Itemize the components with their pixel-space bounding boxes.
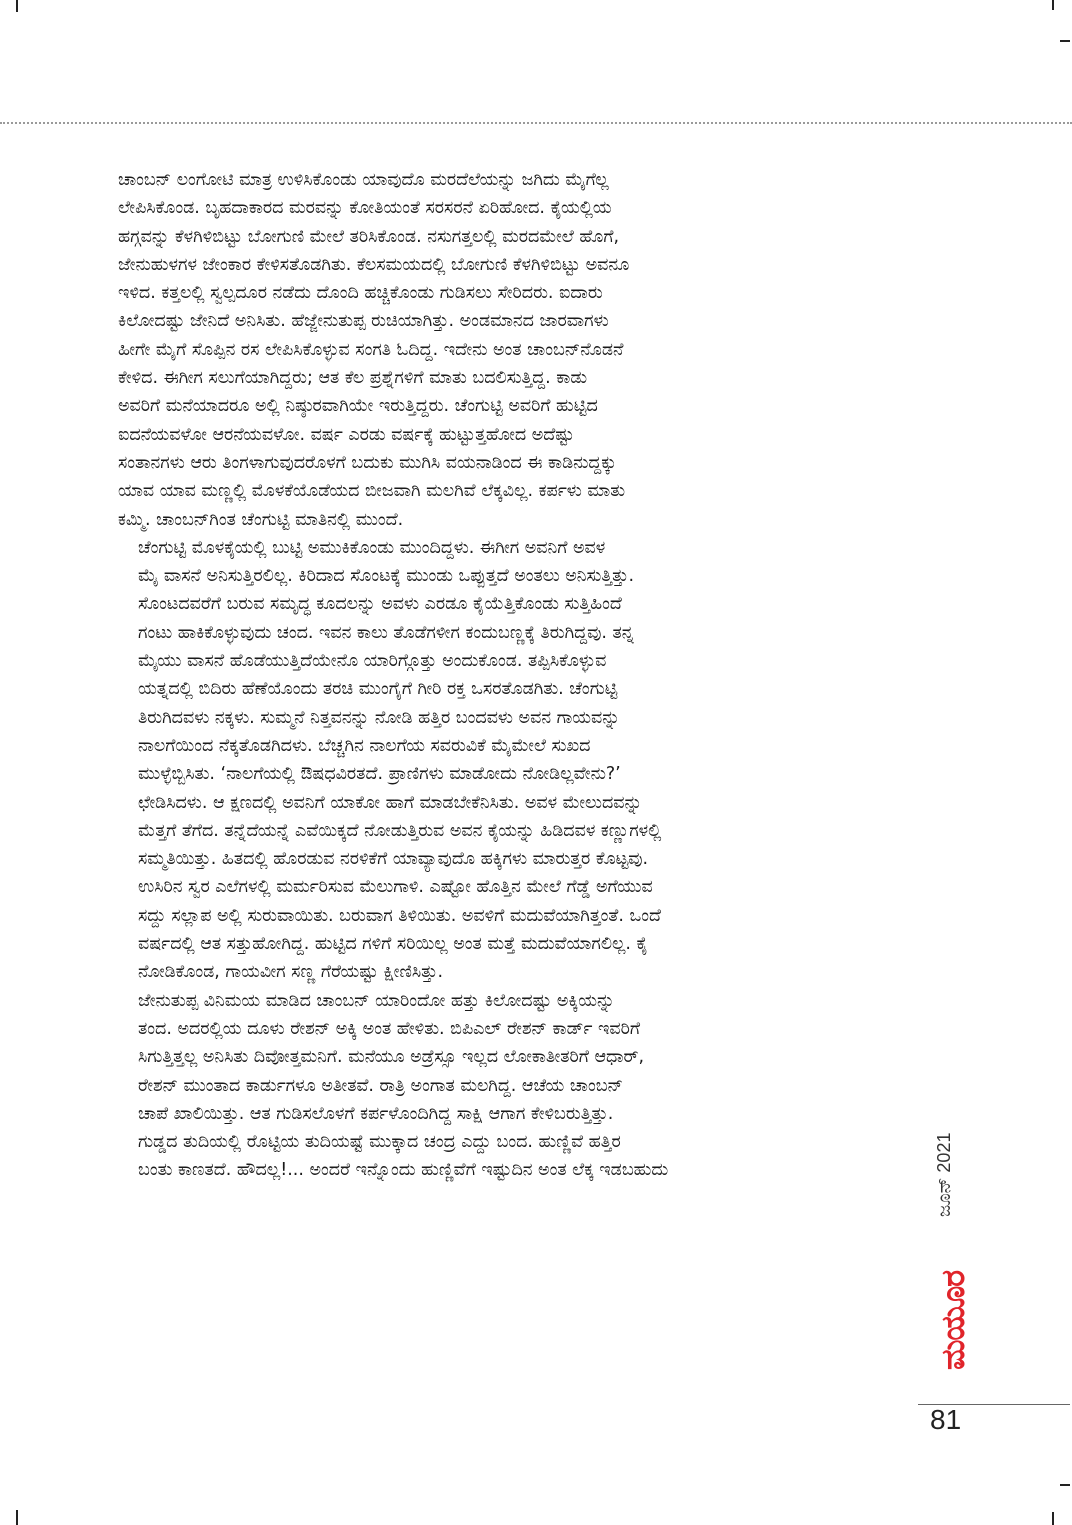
text-line: ಕಿಲೋದಷ್ಟು ಜೇನಿದೆ ಅನಿಸಿತು. ಹೆಜ್ಜೇನುತುಪ್ಪ ರುಚಿಯಾಗಿತ್ತು. ಅಂಡಮಾನದ ಜಾರವಾಗಳು xyxy=(118,311,609,332)
text-line: ಚಾಂಬನ್ ಲಂಗೋಟಿ ಮಾತ್ರ ಉಳಿಸಿಕೊಂಡು ಯಾವುದೊ ಮರದೆಲೆಯನ್ನು ಜಗಿದು ಮೈಗೆಲ್ಲ xyxy=(118,170,609,190)
paragraph-2 xyxy=(118,534,900,987)
text-line: ಲೇಪಿಸಿಕೊಂಡ. ಬೃಹದಾಕಾರದ ಮರವನ್ನು ಕೋತಿಯಂತೆ ಸರಸರನೆ ಏರಿಹೋದ. ಕೈಯಲ್ಲಿಯ xyxy=(118,198,612,219)
crop-mark-right-bottom xyxy=(1060,1484,1070,1486)
text-line: ಸೊಂಟದವರೆಗೆ ಬರುವ ಸಮೃದ್ಧ ಕೂದಲನ್ನು ಅವಳು ಎರಡೂ ಕೈಯೆತ್ತಿಕೊಂಡು ಸುತ್ತಿಹಿಂದೆ xyxy=(138,594,622,615)
text-line: ತಂದ. ಅದರಲ್ಲಿಯ ದೂಳು ರೇಶನ್ ಅಕ್ಕಿ ಅಂತ ಹೇಳಿತು. ಬಿಪಿಎಲ್ ರೇಶನ್ ಕಾರ್ಡ್ ಇವರಿಗೆ xyxy=(138,1018,641,1039)
text-line: ತಿರುಗಿದವಳು ನಕ್ಕಳು. ಸುಮ್ಮನೆ ನಿತ್ತವನನ್ನು ನೋಡಿ ಹತ್ತಿರ ಬಂದವಳು ಅವನ ಗಾಯವನ್ನು xyxy=(138,707,620,728)
text-line: ಗಂಟು ಹಾಕಿಕೊಳ್ಳುವುದು ಚಂದ. ಇವನ ಕಾಲು ತೊಡೆಗಳೀಗ ಕಂದುಬಣ್ಣಕ್ಕೆ ತಿರುಗಿದ್ದವು. ತನ್ನ xyxy=(138,622,634,643)
text-line: ಯತ್ನದಲ್ಲಿ ಬಿದಿರು ಹೆಣೆಯೊಂದು ತರಚಿ ಮುಂಗೈಗೆ ಗೀರಿ ರಕ್ತ ಒಸರತೊಡಗಿತು. ಚೆಂಗುಟ್ಟಿ xyxy=(138,679,618,700)
text-line: ಹೀಗೇ ಮೈಗೆ ಸೊಪ್ಪಿನ ರಸ ಲೇಪಿಸಿಕೊಳ್ಳುವ ಸಂಗತಿ ಓದಿದ್ದ. ಇದೇನು ಅಂತ ಚಾಂಬನ್‌ನೊಡನೆ xyxy=(118,339,624,360)
article-body xyxy=(118,166,900,1185)
text-line: ಸಿಗುತ್ತಿತ್ತಲ್ಲ ಅನಿಸಿತು ದಿವೋತ್ತಮನಿಗೆ. ಮನೆಯೂ ಅಡ್ರೆಸ್ಸೂ ಇಲ್ಲದ ಲೋಕಾತೀತರಿಗೆ ಆಧಾರ್, xyxy=(138,1047,645,1068)
text-line: ಚಾಪೆ ಖಾಲಿಯಿತ್ತು. ಆತ ಗುಡಿಸಲೊಳಗೆ ಕರ್ಪಳೊಂದಿಗಿದ್ದ ಸಾಕ್ಷಿ ಆಗಾಗ ಕೇಳಿಬರುತ್ತಿತ್ತು. xyxy=(138,1103,614,1124)
text-line: ರೇಶನ್ ಮುಂತಾದ ಕಾರ್ಡುಗಳೂ ಅತೀತವೆ. ರಾತ್ರಿ ಅಂಗಾತ ಮಲಗಿದ್ದ. ಆಚೆಯ ಚಾಂಬನ್ xyxy=(138,1075,623,1096)
text-line: ಅವರಿಗೆ ಮನೆಯಾದರೂ ಅಲ್ಲಿ ನಿಷ್ಠುರವಾಗಿಯೇ ಇರುತ್ತಿದ್ದರು. ಚೆಂಗುಟ್ಟಿ ಅವರಿಗೆ ಹುಟ್ಟಿದ xyxy=(118,396,598,417)
crop-mark-top-left xyxy=(16,0,18,12)
text-line: ಜೇನುಹುಳಗಳ ಜೇಂಕಾರ ಕೇಳಿಸತೊಡಗಿತು. ಕೆಲಸಮಯದಲ್ಲಿ ಬೋಗುಣಿ ಕೆಳಗಿಳಿಬಿಟ್ಟು ಅವನೂ xyxy=(118,254,630,275)
text-line: ಚೆಂಗುಟ್ಟಿ ಮೊಳಕೈಯಲ್ಲಿ ಬುಟ್ಟಿ ಅಮುಕಿಕೊಂಡು ಮುಂದಿದ್ದಳು. ಈಗೀಗ ಅವನಿಗೆ ಅವಳ xyxy=(138,537,606,558)
text-line: ಇಳಿದ. ಕತ್ತಲಲ್ಲಿ ಸ್ವಲ್ಪದೂರ ನಡೆದು ದೊಂದಿ ಹಚ್ಚಿಕೊಂಡು ಗುಡಿಸಲು ಸೇರಿದರು. ಐದಾರು xyxy=(118,283,603,304)
text-line: ವರ್ಷದಲ್ಲಿ ಆತ ಸತ್ತುಹೋಗಿದ್ದ. ಹುಟ್ಟಿದ ಗಳಿಗೆ ಸರಿಯಿಲ್ಲ ಅಂತ ಮತ್ತೆ ಮದುವೆಯಾಗಲಿಲ್ಲ. ಕೈ xyxy=(138,934,649,955)
text-line: ಗುಡ್ಡದ ತುದಿಯಲ್ಲಿ ರೊಟ್ಟಿಯ ತುದಿಯಷ್ಟೆ ಮುಕ್ಕಾದ ಚಂದ್ರ ಎದ್ದು ಬಂದ. ಹುಣ್ಣಿವೆ ಹತ್ತಿರ xyxy=(138,1132,621,1153)
side-strip xyxy=(934,1120,970,1406)
paragraph-1 xyxy=(118,166,900,534)
text-line: ನೋಡಿಕೊಂಡ, ಗಾಯವೀಗ ಸಣ್ಣ ಗೆರೆಯಷ್ಟು ಕ್ಷೀಣಿಸಿತ್ತು. xyxy=(138,962,444,983)
paragraph-3 xyxy=(118,987,900,1185)
text-line: ಉಸಿರಿನ ಸ್ವರ ಎಲೆಗಳಲ್ಲಿ ಮರ್ಮರಿಸುವ ಮೆಲುಗಾಳಿ. ಎಷ್ಟೋ ಹೊತ್ತಿನ ಮೇಲೆ ಗೆಡ್ಡೆ ಅಗೆಯುವ xyxy=(138,877,653,898)
text-line: ಹಗ್ಗವನ್ನು ಕೆಳಗಿಳಿಬಿಟ್ಟು ಬೋಗುಣಿ ಮೇಲೆ ತರಿಸಿಕೊಂಡ. ನಸುಗತ್ತಲಲ್ಲಿ ಮರದಮೇಲೆ ಹೊಗೆ, xyxy=(118,226,620,247)
text-line: ಕೇಳಿದ. ಈಗೀಗ ಸಲುಗೆಯಾಗಿದ್ದರು; ಆತ ಕೆಲ ಪ್ರಶ್ನೆಗಳಿಗೆ ಮಾತು ಬದಲಿಸುತ್ತಿದ್ದ. ಕಾಡು xyxy=(118,368,588,389)
text-line: ಐದನೆಯವಳೋ ಆರನೆಯವಳೋ. ವರ್ಷ ಎರಡು ವರ್ಷಕ್ಕೆ ಹುಟ್ಟುತ್ತಹೋದ ಅದೆಷ್ಟು xyxy=(118,424,575,445)
text-line: ಮೆತ್ತಗೆ ತೆಗೆದ. ತನ್ನೆದೆಯನ್ನೆ ಎವೆಯಿಕ್ಕದೆ ನೋಡುತ್ತಿರುವ ಅವನ ಕೈಯನ್ನು ಹಿಡಿದವಳ ಕಣ್ಣುಗಳಲ್ಲಿ xyxy=(138,820,662,841)
text-line: ಮುಳ್ಳೆಬ್ಬಿಸಿತು. ‘ನಾಲಗೆಯಲ್ಲಿ ಔಷಧವಿರತದೆ. ಪ್ರಾಣಿಗಳು ಮಾಡೋದು ನೋಡಿಲ್ಲವೇನು?’ xyxy=(138,764,621,785)
text-line: ನಾಲಗೆಯಿಂದ ನೆಕ್ಕತೊಡಗಿದಳು. ಬೆಚ್ಚಗಿನ ನಾಲಗೆಯ ಸವರುವಿಕೆ ಮೈಮೇಲೆ ಸುಖದ xyxy=(138,735,591,756)
text-line: ಛೇಡಿಸಿದಳು. ಆ ಕ್ಷಣದಲ್ಲಿ ಅವನಿಗೆ ಯಾಕೋ ಹಾಗೆ ಮಾಡಬೇಕೆನಿಸಿತು. ಅವಳ ಮೇಲುದವನ್ನು xyxy=(138,792,643,813)
text-line: ಮೈಯು ವಾಸನೆ ಹೊಡೆಯುತ್ತಿದೆಯೇನೊ ಯಾರಿಗ್ಗೊತ್ತು ಅಂದುಕೊಂಡ. ತಪ್ಪಿಸಿಕೊಳ್ಳುವ xyxy=(138,651,607,672)
text-line: ಜೇನುತುಪ್ಪ ವಿನಿಮಯ ಮಾಡಿದ ಚಾಂಬನ್ ಯಾರಿಂದೋ ಹತ್ತು ಕಿಲೋದಷ್ಟು ಅಕ್ಕಿಯನ್ನು xyxy=(138,990,615,1011)
crop-mark-right-top xyxy=(1060,40,1070,42)
text-line: ಬಂತು ಕಾಣತದೆ. ಹೌದಲ್ಲ!... ಅಂದರೆ ಇನ್ನೊಂದು ಹುಣ್ಣಿವೆಗೆ ಇಷ್ಟುದಿನ ಅಂತ ಲೆಕ್ಕ ಇಡಬಹುದು xyxy=(138,1160,669,1181)
crop-mark-bottom-right xyxy=(1052,1512,1054,1525)
text-line: ಸದ್ದು ಸಲ್ಲಾಪ ಅಲ್ಲಿ ಸುರುವಾಯಿತು. ಬರುವಾಗ ತಿಳಿಯಿತು. ಅವಳಿಗೆ ಮದುವೆಯಾಗಿತ್ತಂತೆ. ಒಂದೆ xyxy=(138,905,661,926)
text-line: ಸಂತಾನಗಳು ಆರು ತಿಂಗಳಾಗುವುದರೊಳಗೆ ಬದುಕು ಮುಗಿಸಿ ವಯನಾಡಿಂದ ಈ ಕಾಡಿನುದ್ದಕ್ಕು xyxy=(118,452,617,473)
issue-date: ಜೂನ್ 2021 xyxy=(934,1132,954,1218)
header-dotted-rule xyxy=(0,122,1072,124)
text-line: ಯಾವ ಯಾವ ಮಣ್ಣಲ್ಲಿ ಮೊಳಕೆಯೊಡೆಯದ ಬೀಜವಾಗಿ ಮಲಗಿವೆ ಲೆಕ್ಕವಿಲ್ಲ. ಕರ್ಪಳು ಮಾತು xyxy=(118,481,626,502)
crop-mark-top-right xyxy=(1052,0,1054,10)
page-number: 81 xyxy=(930,1404,962,1435)
crop-mark-bottom-left xyxy=(16,1510,18,1525)
magazine-logo: ಮಯೂರ xyxy=(934,1270,972,1370)
text-line: ಮೈ ವಾಸನೆ ಅನಿಸುತ್ತಿರಲಿಲ್ಲ. ಕಿರಿದಾದ ಸೊಂಟಕ್ಕೆ ಮುಂಡು ಒಪ್ಪುತ್ತದೆ ಅಂತಲು ಅನಿಸುತ್ತಿತ್ತು. xyxy=(138,566,635,587)
text-line: ಸಮ್ಮತಿಯಿತ್ತು. ಹಿತದಲ್ಲಿ ಹೊರಡುವ ನರಳಿಕೆಗೆ ಯಾವ್ಯಾವುದೊ ಹಕ್ಕಿಗಳು ಮಾರುತ್ತರ ಕೊಟ್ಟವು. xyxy=(138,849,649,870)
text-line: ಕಮ್ಮಿ. ಚಾಂಬನ್‌ಗಿಂತ ಚೆಂಗುಟ್ಟಿ ಮಾತಿನಲ್ಲಿ ಮುಂದೆ. xyxy=(118,509,404,530)
